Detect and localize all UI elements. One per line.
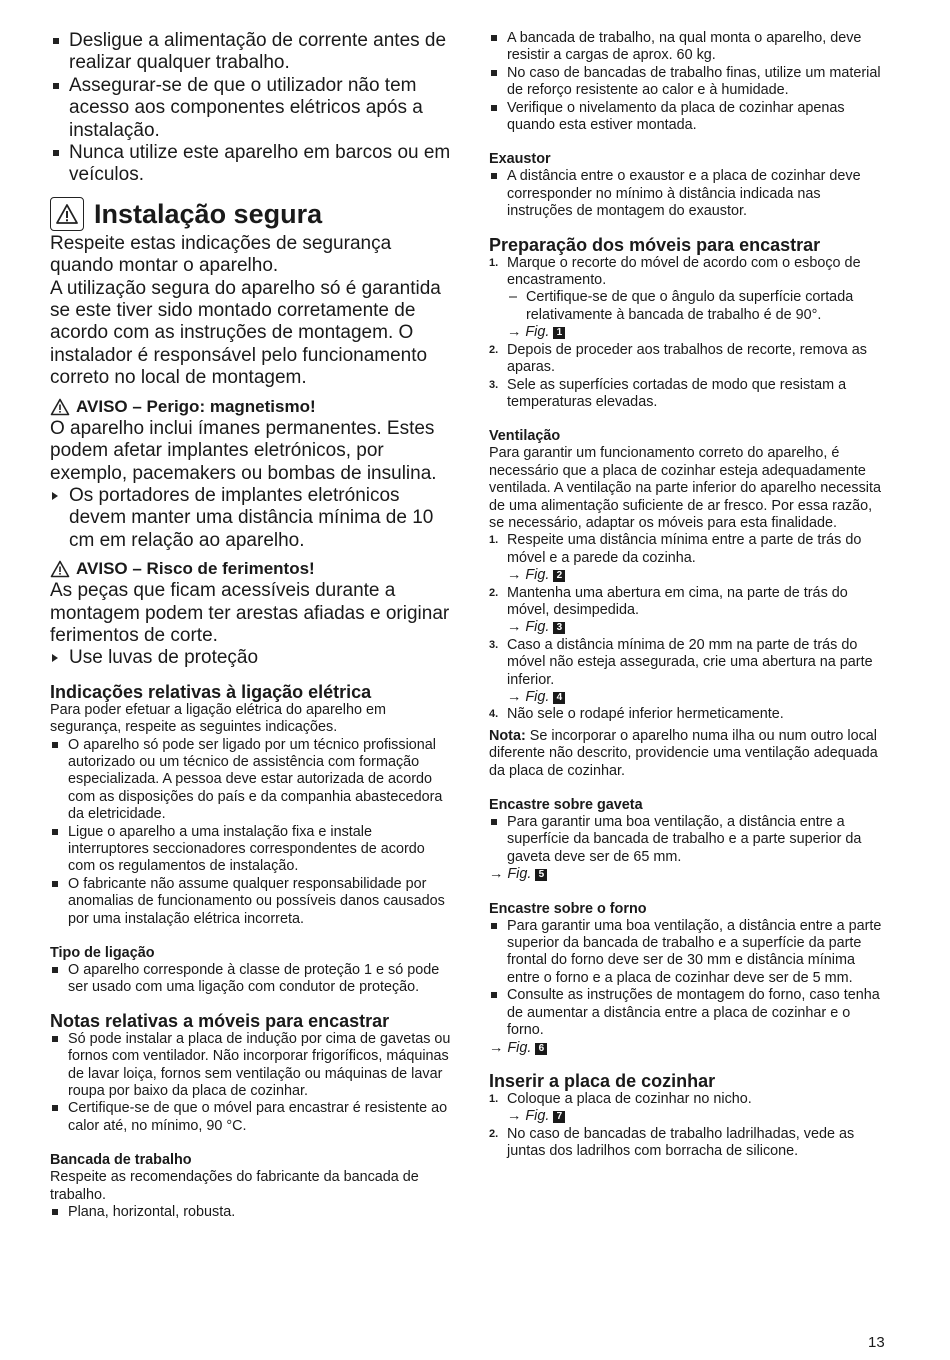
drawer-bullet-list xyxy=(489,814,889,866)
ventilation-intro: Para garantir um funcionamento correto do aparelho, é necessário que a placa de cozinhar esteja adequadamente ventilada. A ventilação na parte inferior do aparelho necessita de uma alimentação suficiente de ar fresco. Por essa razão, se necessário, adaptar os móveis para esta finalidade. xyxy=(489,445,882,531)
arrow-icon: → xyxy=(507,619,522,636)
prep-steps xyxy=(489,255,889,290)
section-title: Instalação segura xyxy=(94,198,323,229)
warning-triangle-icon xyxy=(50,197,84,231)
drawer-heading: Encastre sobre gaveta xyxy=(489,797,643,814)
dash-marker: – xyxy=(509,289,518,306)
list-item xyxy=(489,1091,889,1108)
worktop-bullet-list-continued xyxy=(489,30,889,134)
section-paragraph: A utilização segura do aparelho só é garantida se este tiver sido montado corretamente de acordo com as instruções de montagem. O instalador é responsável pelo funcionamento correto no local de montagem. xyxy=(50,277,441,389)
warning-heading-injury xyxy=(50,558,452,580)
figure-number: 5 xyxy=(535,869,547,881)
step-number: 1. xyxy=(489,1092,499,1105)
step-number: 2. xyxy=(489,343,499,356)
sub-step xyxy=(489,289,889,324)
list-item: A bancada de trabalho, na qual monta o aparelho, deve resistir a cargas de aprox. 60 kg. xyxy=(489,30,889,65)
arrow-icon: → xyxy=(489,866,504,883)
list-item xyxy=(489,585,889,620)
figure-label: Fig. xyxy=(525,619,550,636)
list-item xyxy=(489,1126,889,1161)
section-intro: Respeite estas indicações de segurança quando montar o aparelho. xyxy=(50,232,392,277)
list-item: Plana, horizontal, robusta. xyxy=(50,1204,452,1221)
insert-steps xyxy=(489,1091,889,1108)
figure-label: Fig. xyxy=(507,866,532,883)
list-item xyxy=(489,706,889,723)
figure-label: Fig. xyxy=(525,689,550,705)
insert-heading: Inserir a placa de cozinhar xyxy=(489,1070,716,1091)
figure-number: 2 xyxy=(553,570,565,582)
warning-action-text: Use luvas de proteção xyxy=(69,647,259,669)
arrow-icon: → xyxy=(507,567,522,584)
warning-text: As peças que ficam acessíveis durante a montagem podem ter arestas afiadas e originar ferimentos de corte. xyxy=(50,580,450,646)
ventilation-steps-3 xyxy=(489,637,889,689)
step-text: Coloque a placa de cozinhar no nicho. xyxy=(507,1090,752,1107)
step-text: Caso a distância mínima de 20 mm na parte de trás do móvel não esteja assegurada, crie uma abertura na parte inferior. xyxy=(507,636,873,688)
insert-steps-continued xyxy=(489,1126,889,1161)
figure-reference xyxy=(489,324,889,341)
figure-label: Fig. xyxy=(525,324,550,341)
warning-action xyxy=(50,647,452,669)
step-text: Sele as superfícies cortadas de modo que resistam a temperaturas elevadas. xyxy=(507,376,847,410)
figure-reference xyxy=(489,689,889,706)
warning-triangle-icon xyxy=(50,398,70,416)
section-heading xyxy=(50,197,452,231)
figure-reference xyxy=(489,866,889,883)
figure-reference xyxy=(489,567,889,584)
list-item: O aparelho corresponde à classe de proteção 1 e só pode ser usado com uma ligação com condutor de proteção. xyxy=(50,962,452,997)
figure-reference xyxy=(489,1108,889,1125)
list-item xyxy=(489,637,889,689)
list-item: O fabricante não assume qualquer responsabilidade por anomalias de funcionamento ou possíveis danos causados por uma instalação elétrica incorreta. xyxy=(50,876,452,928)
list-item xyxy=(489,377,889,412)
step-text: Não sele o rodapé inferior hermeticamente. xyxy=(507,706,784,723)
worktop-bullet-list xyxy=(50,1204,452,1221)
warning-text: O aparelho inclui ímanes permanentes. Estes podem afetar implantes eletrónicos, por exemplo, pacemakers ou bombas de insulina. xyxy=(50,417,437,484)
step-number: 1. xyxy=(489,534,499,547)
list-item: Desligue a alimentação de corrente antes de realizar qualquer trabalho. xyxy=(50,30,452,75)
step-number: 3. xyxy=(489,638,499,651)
warning-action xyxy=(50,485,452,552)
figure-number: 6 xyxy=(535,1043,547,1055)
hood-heading: Exaustor xyxy=(489,151,551,168)
arrow-icon: → xyxy=(489,1039,504,1056)
figure-label: Fig. xyxy=(525,567,550,584)
list-item xyxy=(489,532,889,567)
ventilation-steps-4 xyxy=(489,706,889,723)
connection-heading: Tipo de ligação xyxy=(50,945,155,962)
intro-bullet-list xyxy=(50,30,452,187)
list-item: Consulte as instruções de montagem do forno, caso tenha de aumentar a distância entre a placa de cozinhar e o forno. xyxy=(489,987,889,1039)
prep-steps-continued xyxy=(489,342,889,412)
step-text: Mantenha uma abertura em cima, na parte de trás do móvel, desimpedida. xyxy=(507,584,848,618)
list-item: Só pode instalar a placa de indução por cima de gavetas ou fornos com ventilador. Não incorporar frigoríficos, máquinas de lavar loiça, fornos sem ventilação ou máquinas de lavar roupa por baixo da placa de cozinhar. xyxy=(50,1031,452,1101)
page-number: 13 xyxy=(868,1334,885,1351)
figure-label: Fig. xyxy=(525,1108,550,1125)
oven-bullet-list xyxy=(489,918,889,1040)
arrow-icon: → xyxy=(507,689,522,705)
warning-triangle-icon xyxy=(50,560,70,578)
electrical-intro: Para poder efetuar a ligação elétrica do aparelho em segurança, respeite as seguintes indicações. xyxy=(50,701,386,736)
hood-bullet-list xyxy=(489,168,889,220)
list-item: Assegurar-se de que o utilizador não tem acesso aos componentes elétricos após a instalação. xyxy=(50,75,452,142)
step-number: 3. xyxy=(489,378,499,391)
step-number: 1. xyxy=(489,256,499,269)
list-item: O aparelho só pode ser ligado por um técnico profissional autorizado ou um técnico de assistência com formação especializada. A pessoa deve estar autorizada de acordo com as disposições do país e da companhia abastecedora da eletricidade. xyxy=(50,737,452,824)
warning-title: AVISO – Perigo: magnetismo! xyxy=(76,396,316,416)
oven-heading: Encastre sobre o forno xyxy=(489,900,647,917)
connection-bullet-list xyxy=(50,962,452,997)
step-number: 2. xyxy=(489,1127,499,1140)
figure-number: 1 xyxy=(553,327,565,339)
list-item: A distância entre o exaustor e a placa de cozinhar deve corresponder no mínimo à distância indicada nas instruções de montagem do exaustor. xyxy=(489,168,889,220)
step-text: Marque o recorte do móvel de acordo com o esboço de encastramento. xyxy=(507,254,861,289)
list-item xyxy=(489,342,889,377)
worktop-intro: Respeite as recomendações do fabricante da bancada de trabalho. xyxy=(50,1169,419,1203)
sub-step-text: Certifique-se de que o ângulo da superfície cortada relativamente à bancada de trabalho é de 90°. xyxy=(526,289,854,323)
warning-heading-magnetism xyxy=(50,396,452,418)
ventilation-steps xyxy=(489,532,889,567)
step-text: Respeite uma distância mínima entre a parte de trás do móvel e a parede da cozinha. xyxy=(507,532,862,566)
ventilation-heading: Ventilação xyxy=(489,428,561,445)
ventilation-steps-2 xyxy=(489,585,889,620)
figure-reference xyxy=(489,1040,889,1057)
triangle-right-icon xyxy=(52,492,58,500)
triangle-right-icon xyxy=(52,654,58,662)
figure-number: 3 xyxy=(553,622,565,634)
figure-label: Fig. xyxy=(507,1039,532,1056)
step-number: 2. xyxy=(489,586,499,599)
list-item xyxy=(489,255,889,290)
list-item: Certifique-se de que o móvel para encastrar é resistente ao calor até, no mínimo, 90 °C. xyxy=(50,1100,452,1135)
note xyxy=(489,728,889,780)
electrical-bullet-list xyxy=(50,737,452,928)
figure-reference xyxy=(489,619,889,636)
list-item: Verifique o nivelamento da placa de cozinhar apenas quando esta estiver montada. xyxy=(489,100,889,135)
note-label: Nota: xyxy=(489,727,526,744)
note-text: Se incorporar o aparelho numa ilha ou num outro local diferente não descrito, providencie uma ventilação adequada da placa de cozinhar. xyxy=(489,727,878,779)
prep-heading: Preparação dos móveis para encastrar xyxy=(489,234,821,255)
step-number: 4. xyxy=(489,708,499,721)
list-item: Nunca utilize este aparelho em barcos ou em veículos. xyxy=(50,142,452,187)
warning-title: AVISO – Risco de ferimentos! xyxy=(76,559,315,579)
worktop-heading: Bancada de trabalho xyxy=(50,1152,192,1169)
left-column xyxy=(50,30,452,1222)
right-column xyxy=(489,30,889,1161)
electrical-heading: Indicações relativas à ligação elétrica xyxy=(50,681,372,702)
step-text: No caso de bancadas de trabalho ladrilhadas, vede as juntas dos ladrilhos com borracha de silicone. xyxy=(507,1125,855,1160)
figure-number: 7 xyxy=(553,1111,565,1123)
arrow-icon: → xyxy=(507,1108,522,1125)
figure-number: 4 xyxy=(553,692,565,704)
warning-action-text: Os portadores de implantes eletrónicos devem manter uma distância mínima de 10 cm em relação ao aparelho. xyxy=(69,484,434,551)
list-item: Para garantir uma boa ventilação, a distância entre a superfície da bancada de trabalho e a parte superior da gaveta deve ser de 65 mm. xyxy=(489,814,889,866)
arrow-icon: → xyxy=(507,324,522,341)
furniture-bullet-list xyxy=(50,1031,452,1135)
list-item: Ligue o aparelho a uma instalação fixa e instale interruptores seccionadores correspondentes de acordo com os regulamentos de instalação. xyxy=(50,824,452,876)
step-text: Depois de proceder aos trabalhos de recorte, remova as aparas. xyxy=(507,341,867,376)
list-item: No caso de bancadas de trabalho finas, utilize um material de reforço resistente ao calor e à humidade. xyxy=(489,65,889,100)
furniture-heading: Notas relativas a móveis para encastrar xyxy=(50,1010,390,1031)
list-item: Para garantir uma boa ventilação, a distância entre a parte superior da bancada de trabalho e a superfície da parte frontal do forno deve ser de 30 mm e distância mínima entre o forno e a placa de cozinhar deve ser de 5 mm. xyxy=(489,918,889,988)
